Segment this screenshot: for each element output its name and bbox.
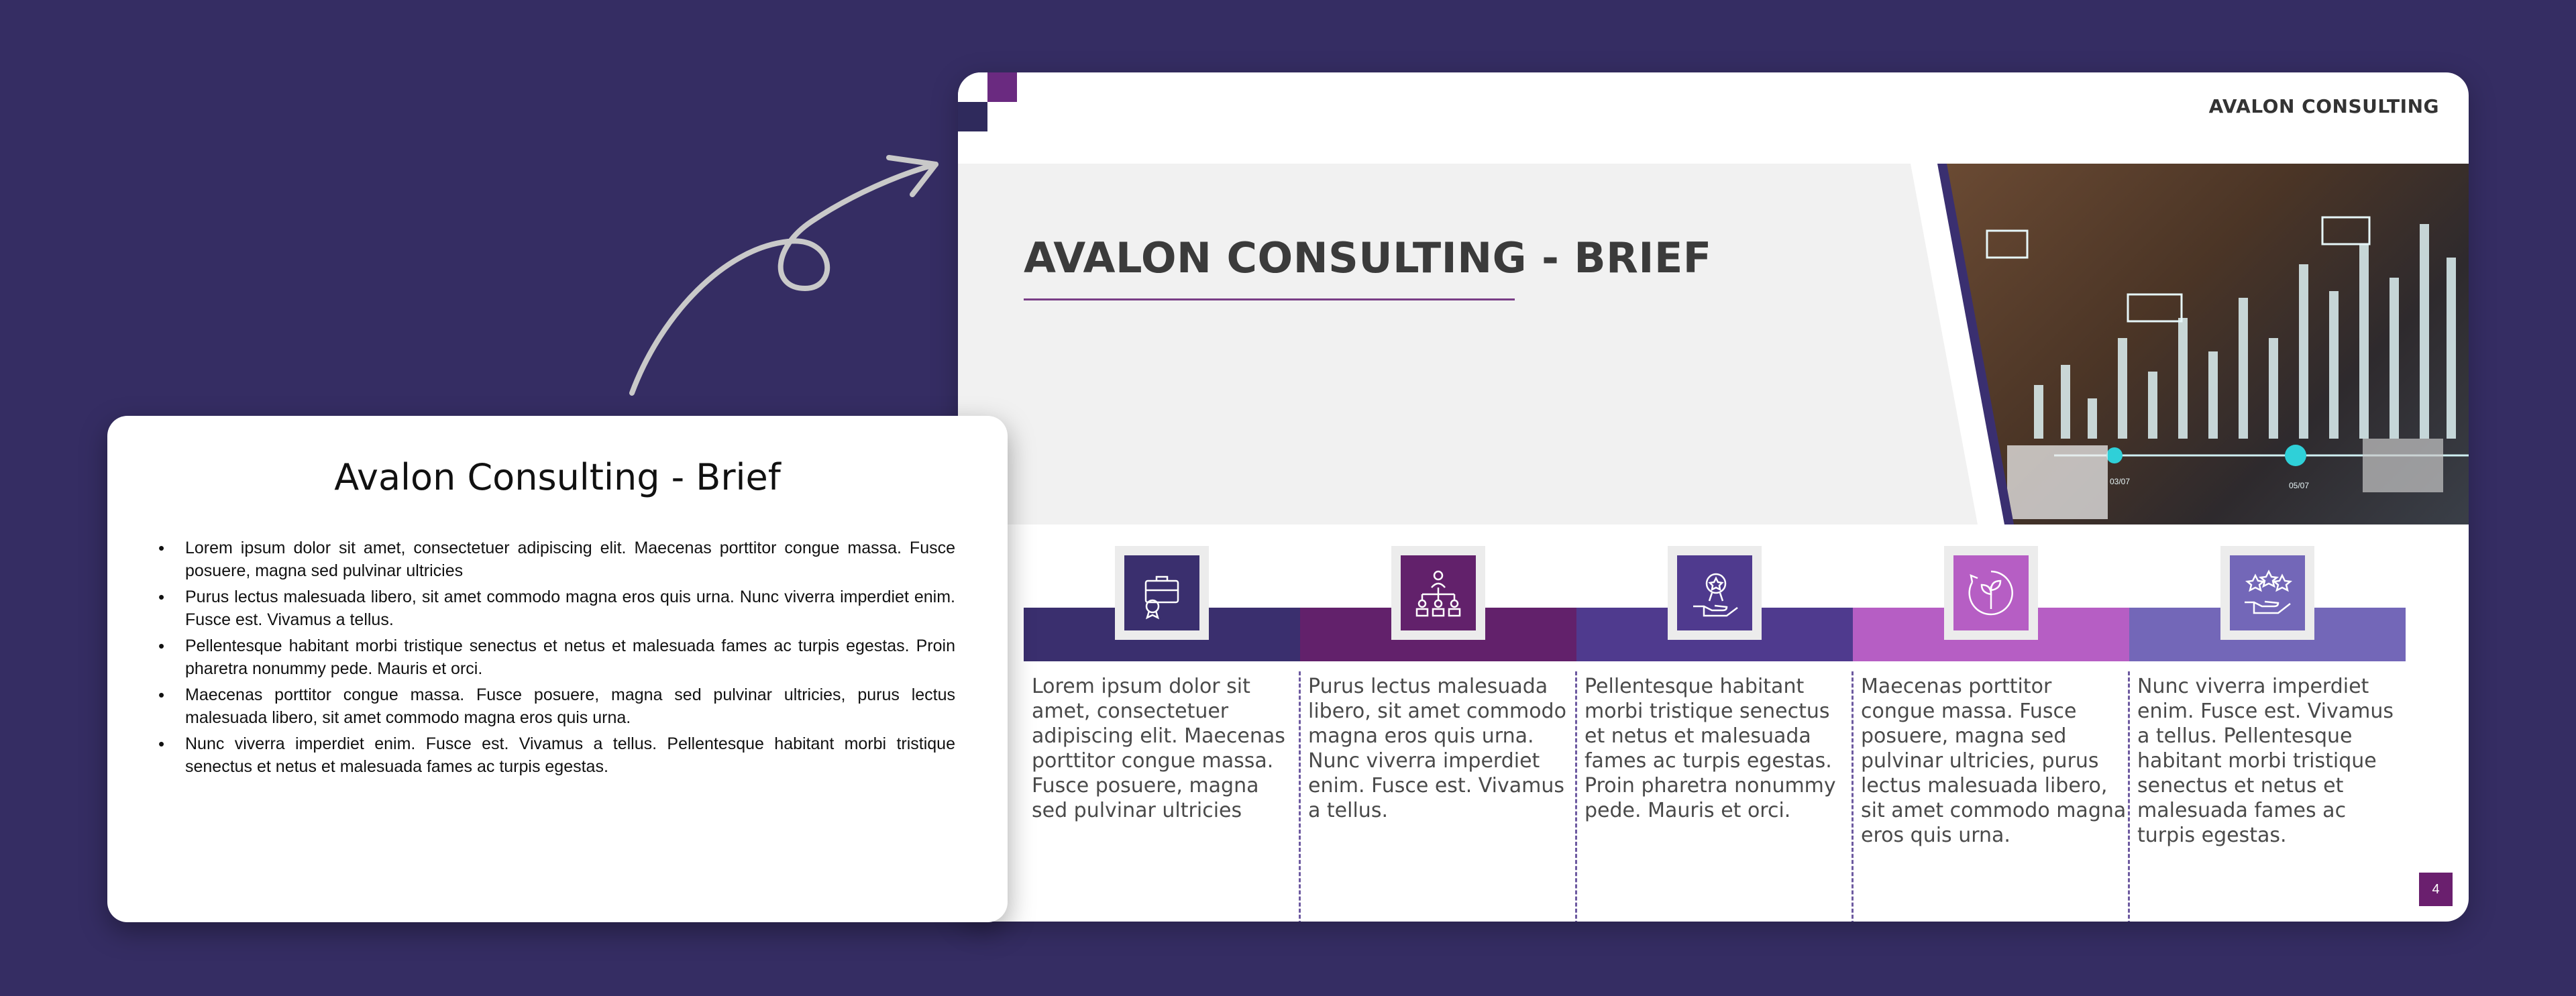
photo-label: 03/07 xyxy=(2110,477,2131,486)
step-icon-box-1 xyxy=(1115,546,1209,640)
brand-name: AVALON CONSULTING xyxy=(2208,95,2439,117)
list-item: • Pellentesque habitant morbi tristique senectus et netus et malesuada fames ac turpis egestas. Proin pharetra nonummy pede. Mauris et orci. xyxy=(158,634,955,680)
corner-square-decoration xyxy=(987,72,1017,102)
column-divider xyxy=(1299,671,1301,922)
award-hand-icon xyxy=(1688,566,1741,620)
slide-title: AVALON CONSULTING - BRIEF xyxy=(1024,233,1712,282)
step-description-3: Pellentesque habitant morbi tristique senectus et netus et malesuada fames ac turpis egestas. Proin pharetra nonummy pede. Mauris et orci. xyxy=(1585,675,1836,822)
column-divider xyxy=(2128,671,2130,922)
page-number: 4 xyxy=(2419,873,2453,906)
briefcase-award-icon xyxy=(1135,566,1189,620)
column-divider xyxy=(1851,671,1854,922)
list-item: • Maecenas porttitor congue massa. Fusce posuere, magna sed pulvinar ultricies, purus lectus malesuada libero, sit amet commodo magna eros quis urna. xyxy=(158,683,955,729)
step-description-4: Maecenas porttitor congue massa. Fusce posuere, magna sed pulvinar ultricies, purus lectus malesuada libero, sit amet commodo magna eros quis urna. xyxy=(1861,675,2127,847)
photo-label: 05/07 xyxy=(2289,481,2310,490)
step-description-2: Purus lectus malesuada libero, sit amet commodo magna eros quis urna. Nunc viverra imperdiet enim. Fusce est. Vivamus a tellus. xyxy=(1308,675,1566,822)
corner-square-decoration xyxy=(958,72,987,102)
step-icon-box-5 xyxy=(2220,546,2314,640)
org-chart-icon xyxy=(1411,566,1465,620)
bullet-list xyxy=(158,537,955,781)
step-icon-box-4 xyxy=(1944,546,2038,640)
title-band xyxy=(958,164,1978,524)
growth-leaf-icon xyxy=(1964,566,2018,620)
step-description-1: Lorem ipsum dolor sit amet, consectetuer adipiscing elit. Maecenas porttitor congue massa. Fusce posuere, magna sed pulvinar ultricies xyxy=(1032,675,1285,822)
list-item: • Purus lectus malesuada libero, sit amet commodo magna eros quis urna. Nunc viverra imperdiet enim. Fusce est. Vivamus a tellus. xyxy=(158,586,955,631)
card-title: Avalon Consulting - Brief xyxy=(334,456,781,498)
summary-card[interactable] xyxy=(107,416,1008,922)
step-description-5: Nunc viverra imperdiet enim. Fusce est. Vivamus a tellus. Pellentesque habitant morbi tristique senectus et netus et malesuada fames ac turpis egestas. xyxy=(2137,675,2394,847)
list-item: • Lorem ipsum dolor sit amet, consectetuer adipiscing elit. Maecenas porttitor congue massa. Fusce posuere, magna sed pulvinar ultricies xyxy=(158,537,955,582)
presentation-slide[interactable] xyxy=(958,72,2469,922)
title-underline xyxy=(1024,298,1515,300)
step-icon-box-3 xyxy=(1668,546,1762,640)
corner-square-decoration xyxy=(958,102,987,131)
business-meeting-photo xyxy=(1947,164,2469,524)
list-item: • Nunc viverra imperdiet enim. Fusce est. Vivamus a tellus. Pellentesque habitant morbi tristique senectus et netus et malesuada fames ac turpis egestas. xyxy=(158,732,955,778)
stars-hand-icon xyxy=(2241,566,2294,620)
step-icon-box-2 xyxy=(1391,546,1485,640)
column-divider xyxy=(1575,671,1577,922)
